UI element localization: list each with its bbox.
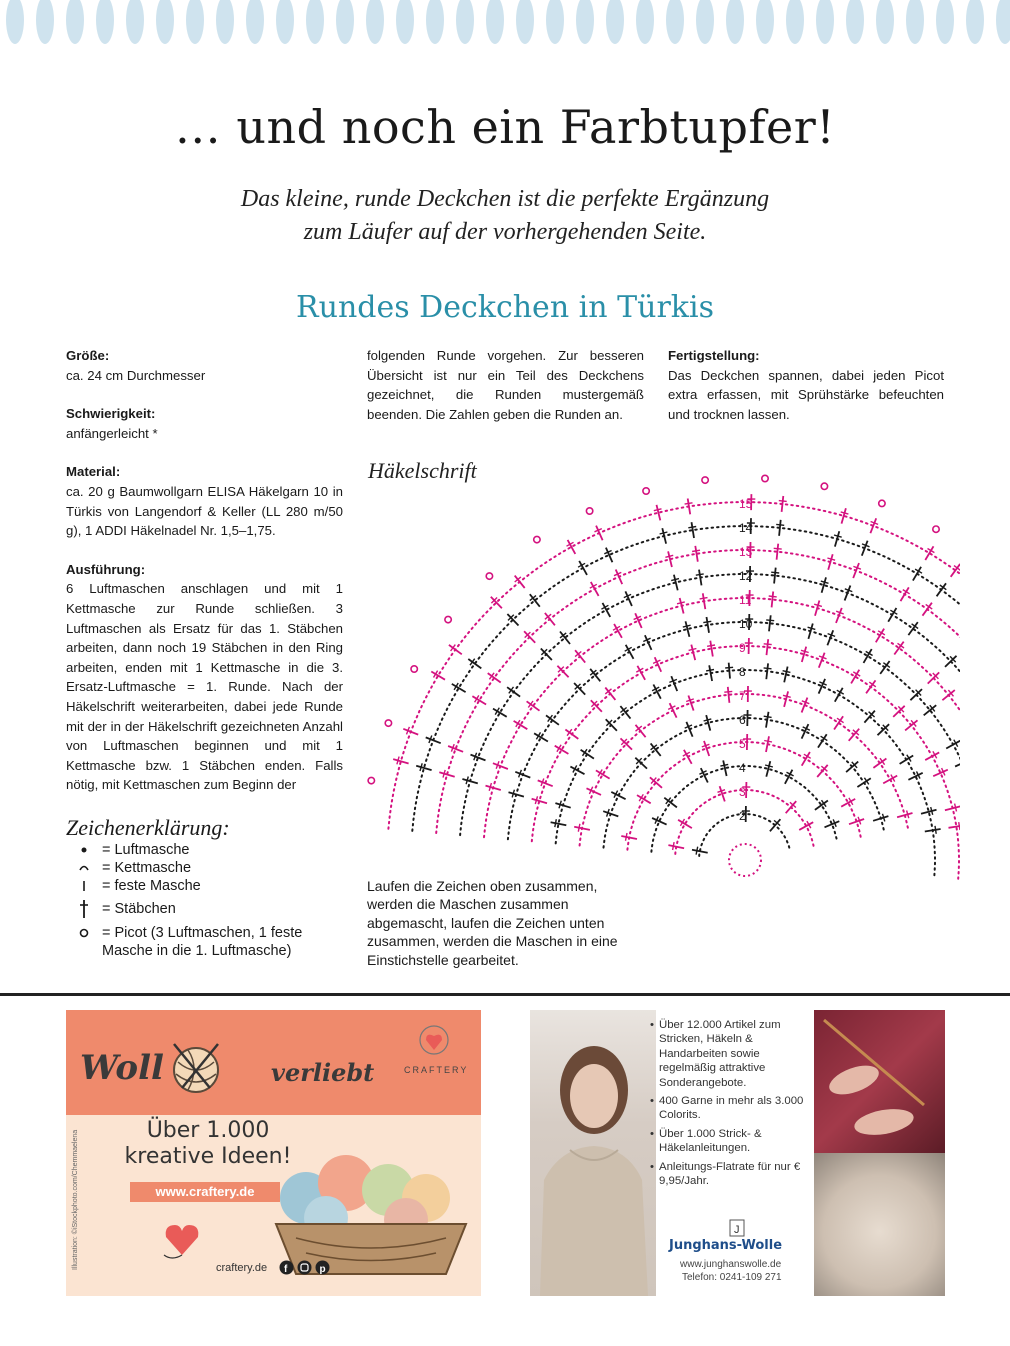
stitch-mark <box>841 798 855 807</box>
legend-text: = Luftmasche <box>102 842 190 858</box>
stitch-mark <box>857 778 870 787</box>
center-ring <box>729 844 761 876</box>
stitch-mark <box>802 698 810 713</box>
stitch-mark <box>652 685 661 699</box>
social-icons <box>279 1260 330 1275</box>
junghans-ad[interactable] <box>530 1010 945 1296</box>
stitch-mark <box>894 642 904 655</box>
decorative-top-border <box>0 0 1010 48</box>
ad-credit: Illustration: ©iStockphoto.com/Chemmaelena <box>72 1129 79 1270</box>
bar-icon <box>79 879 89 893</box>
execution-text: 6 Luftmaschen anschlagen und mit 1 Kettmasche zur Runde schließen. 3 Luftmaschen als Ersatz für das 1. Stäbchen arbeiten, dann noch 19 Stäbchen in den Ring arbeiten, enden mit 1 Kettmasche in die 3. Ersatz-Luftmasche = 1. Runde. Nach der Häkelschrift weiterarbeiten, dabei jede Runde mit der in der Häkelschrift gezeichneten Anzahl von Luftmaschen beginnen und mit 1 Kettmasche bzw. 1 Stäbchen enden. Falls nötig, mit Kettmaschen zum Beginn der <box>66 581 343 793</box>
ad-website[interactable]: www.junghanswolle.de <box>680 1259 782 1270</box>
stitch-mark <box>880 661 890 674</box>
legend <box>66 841 302 960</box>
stitch-mark <box>799 821 813 830</box>
stitch-mark <box>683 750 692 764</box>
stitch-mark <box>493 708 507 717</box>
picot-mark <box>879 500 885 506</box>
stitch-mark <box>866 680 876 693</box>
stitch-mark <box>601 603 610 617</box>
subtitle-line-1: Das kleine, runde Deckchen ist die perfekte Ergänzung <box>240 186 770 212</box>
stitch-mark <box>937 583 947 596</box>
stitch-mark <box>923 603 933 616</box>
stitch-mark <box>448 744 463 752</box>
picot-mark <box>445 616 451 622</box>
round-number: 6 <box>739 713 746 727</box>
ad-headline-line-2: kreative Ideen! <box>124 1144 292 1169</box>
stitch-mark <box>835 688 844 702</box>
list-item: • 400 Garne in mehr als 3.000 Colorits. <box>650 1094 810 1123</box>
stitch-mark <box>625 645 634 659</box>
round-number: 8 <box>739 665 746 679</box>
legend-item-picot <box>66 924 302 960</box>
round-number: 4 <box>739 761 746 775</box>
stitch-mark <box>653 657 661 672</box>
stitch-mark <box>650 777 662 788</box>
stitch-mark <box>611 791 625 800</box>
stitch-mark <box>431 671 445 680</box>
knitting-photo <box>814 1010 945 1153</box>
instructions-column-3 <box>668 346 944 424</box>
stitch-mark <box>590 582 599 596</box>
round-arc <box>484 598 960 883</box>
stitch-mark <box>652 816 667 824</box>
crochet-diagram <box>360 455 960 930</box>
stitch-mark <box>637 794 651 803</box>
legend-text: = Picot (3 Luftmaschen, 1 feste Masche in die 1. Luftmasche) <box>102 924 303 960</box>
stitch-mark <box>578 561 587 575</box>
ad-phone: Telefon: 0241-109 271 <box>682 1272 782 1283</box>
legend-text: = feste Masche <box>102 878 201 895</box>
stitch-mark <box>955 758 960 766</box>
heart-icon <box>160 1217 204 1261</box>
stitch-mark <box>873 814 888 822</box>
stitch-mark <box>574 824 590 832</box>
model-photo <box>530 1010 656 1296</box>
picot-mark <box>385 720 391 726</box>
stitch-mark <box>825 819 840 827</box>
stitch-mark <box>925 751 939 760</box>
section-divider <box>0 993 1010 996</box>
woman-portrait-image <box>530 1010 656 1296</box>
stitch-mark <box>883 775 897 784</box>
stitch-mark <box>546 715 559 725</box>
round-number: 5 <box>739 737 746 751</box>
stitch-mark <box>452 683 466 692</box>
stitch-mark <box>643 635 651 650</box>
page-title: … und noch ein Farbtupfer! <box>174 100 836 154</box>
pinterest-icon[interactable] <box>315 1260 330 1275</box>
round-number: 7 <box>739 689 746 703</box>
stitch-mark <box>815 800 828 810</box>
round-number: 13 <box>739 545 753 559</box>
diagram-caption: Laufen die Zeichen oben zusammen, werden die Maschen zusammen abgemascht, laufen die Zeichen unten zusammen, werden die Maschen in eine Einstichstelle gearbeitet. <box>367 878 618 968</box>
craftery-logo-icon <box>414 1022 454 1060</box>
stitch-mark <box>534 732 548 741</box>
stitch-mark <box>818 734 827 747</box>
legend-text: = Kettmasche <box>102 860 192 877</box>
round-number: 10 <box>739 617 753 631</box>
stitch-mark <box>491 597 502 609</box>
stitch-mark <box>685 499 693 515</box>
stitch-mark <box>605 688 615 700</box>
junghans-logo-icon <box>729 1219 745 1237</box>
material-text: ca. 20 g Baumwollgarn ELISA Häkelgarn 10 in Türkis von Langendorf & Keller (LL 280 m/50 g), 1 ADDI Häkelnadel Nr. 1,5–1,75. <box>66 483 343 539</box>
stitch-mark <box>873 758 886 768</box>
execution-label: Ausführung: <box>66 561 146 577</box>
arc-icon <box>78 862 90 874</box>
legend-text: = Stäbchen <box>102 900 176 917</box>
stitch-mark <box>426 736 441 744</box>
stitch-mark <box>570 765 584 774</box>
stitch-mark <box>575 650 585 662</box>
instagram-icon[interactable] <box>297 1260 312 1275</box>
stitch-mark <box>439 770 454 778</box>
stitch-mark <box>587 787 602 795</box>
stitch-mark <box>814 601 822 616</box>
instructions-column-1 <box>66 346 343 795</box>
picot-mark <box>368 777 374 783</box>
stitch-mark <box>671 575 679 591</box>
picot-mark <box>534 536 540 542</box>
stitch-mark <box>876 629 885 643</box>
stitch-mark <box>514 720 528 729</box>
ad-in-love-word: verliebt <box>271 1058 375 1087</box>
stitch-mark <box>595 526 603 541</box>
ad-wool-word: Woll <box>80 1048 164 1088</box>
stitch-mark <box>945 804 960 812</box>
stitch-mark <box>942 690 954 700</box>
stitch-mark <box>468 659 481 669</box>
stitch-mark <box>785 770 794 784</box>
ring-icon <box>78 927 90 939</box>
svg-text:J: J <box>734 1224 740 1236</box>
stitch-mark <box>900 755 914 764</box>
stitch-mark <box>925 546 934 560</box>
stitch-mark <box>527 701 540 711</box>
stitch-mark <box>703 617 711 633</box>
legend-item-double <box>66 900 302 918</box>
stitch-mark <box>486 783 501 791</box>
stitch-mark <box>515 770 530 778</box>
ad-brand: CRAFTERY <box>404 1065 469 1075</box>
difficulty-text: anfängerleicht * <box>66 425 158 441</box>
stitch-mark <box>905 720 917 730</box>
picot-mark <box>762 475 768 481</box>
stitch-mark <box>555 745 569 754</box>
stitch-mark <box>888 608 897 622</box>
size-text: ca. 24 cm Durchmesser <box>66 367 206 383</box>
stitch-mark <box>819 653 827 668</box>
stitch-mark <box>834 716 844 729</box>
stitch-mark <box>621 738 633 749</box>
picot-mark <box>486 573 492 579</box>
stitch-mark <box>802 752 811 766</box>
stitch-mark <box>908 622 918 635</box>
legend-item-slip <box>66 859 302 877</box>
stitch-mark <box>449 645 462 655</box>
subtitle-line-2: zum Läufer auf der vorhergehenden Seite. <box>303 219 707 245</box>
finishing-text: Das Deckchen spannen, dabei jeden Picot extra erfassen, mit Sprühstärke befeuchten und trocknen lassen. <box>668 367 944 422</box>
round-number: 14 <box>739 521 753 535</box>
list-item: • Anleitungs-Flatrate für nur € 9,95/Jahr. <box>650 1160 810 1189</box>
yarn-skein-photo <box>814 1153 945 1296</box>
stitch-mark <box>624 591 632 606</box>
picot-mark <box>702 477 708 483</box>
stitch-mark <box>590 669 600 682</box>
dagger-icon <box>78 899 90 919</box>
stitch-mark <box>555 801 570 809</box>
stitch-mark <box>567 540 576 554</box>
stitch-mark <box>924 705 937 715</box>
stitch-mark <box>700 593 708 609</box>
stitch-mark <box>664 798 677 808</box>
stitch-mark <box>620 706 630 719</box>
stitch-mark <box>488 673 501 683</box>
picot-mark <box>643 488 649 494</box>
yarn-ball-icon <box>166 1038 226 1098</box>
stitch-mark <box>530 594 540 607</box>
stitch-mark <box>472 695 486 704</box>
ad-footer-link[interactable]: craftery.de <box>216 1262 268 1274</box>
stitch-mark <box>689 645 697 661</box>
picot-mark <box>411 666 417 672</box>
stitch-mark <box>946 740 960 749</box>
round-number: 9 <box>739 641 746 655</box>
legend-item-chain <box>66 841 302 859</box>
diagram-title: Häkelschrift <box>368 458 477 483</box>
stitch-mark <box>925 826 941 834</box>
page-subtitle <box>0 183 1010 249</box>
stitch-mark <box>515 576 525 588</box>
round-number: 15 <box>739 497 753 511</box>
list-item: • Über 1.000 Strick- & Häkelanleitungen. <box>650 1127 810 1156</box>
legend-item-single <box>66 877 302 895</box>
stitch-mark <box>949 822 961 830</box>
stitch-mark <box>933 768 948 776</box>
stitch-mark <box>668 703 676 717</box>
stitch-mark <box>678 819 692 828</box>
diagram-stitch-marks <box>368 475 960 854</box>
stitch-mark <box>692 847 708 855</box>
stitch-mark <box>538 779 553 787</box>
stitch-mark <box>462 777 477 785</box>
ad-headline-line-1: Über 1.000 <box>146 1118 270 1143</box>
stitch-mark <box>901 587 910 601</box>
legend-title: Zeichenerklärung: <box>66 815 230 840</box>
stitch-mark <box>507 687 520 697</box>
stitch-mark <box>651 743 661 756</box>
svg-text:p: p <box>319 1264 326 1275</box>
round-arc <box>436 550 960 887</box>
picot-mark <box>821 483 827 489</box>
ad-logo-text: Junghans-Wolle <box>669 1238 783 1253</box>
dot-icon <box>79 845 89 855</box>
list-item: • Über 12.000 Artikel zum Stricken, Häkeln & Handarbeiten sowie regelmäßig attraktive Sonderangebote. <box>650 1018 810 1090</box>
stitch-mark <box>636 725 646 737</box>
material-label: Material: <box>66 464 121 480</box>
stitch-mark <box>565 729 578 739</box>
finishing-label: Fertigstellung: <box>668 348 760 363</box>
craftery-ad[interactable] <box>66 1010 481 1296</box>
stitch-mark <box>851 670 860 684</box>
stitch-mark <box>764 736 772 752</box>
stitch-mark <box>596 770 610 779</box>
stitch-mark <box>636 666 645 680</box>
difficulty-label: Schwierigkeit: <box>66 406 156 422</box>
ad-benefits-list <box>650 1018 810 1192</box>
stitch-mark <box>560 632 570 645</box>
round-number: 2 <box>739 809 746 823</box>
stitch-mark <box>951 564 960 577</box>
ad-url-button[interactable]: www.craftery.de <box>130 1182 280 1202</box>
instructions-column-2: folgenden Runde vorgehen. Zur besseren Übersicht ist nur ein Teil des Deckchens gezeichnet, die Runden mustergemäß beenden. Die Zahlen geben die Runden an. <box>367 348 644 422</box>
stitch-mark <box>545 613 555 625</box>
stitch-mark <box>864 649 873 663</box>
stitch-mark <box>660 528 668 544</box>
stitch-mark <box>613 624 622 638</box>
round-number: 11 <box>739 593 752 607</box>
round-number: 3 <box>739 785 746 799</box>
stitch-mark <box>913 567 922 581</box>
stitch-mark <box>827 630 835 645</box>
picot-mark <box>933 526 939 532</box>
size-label: Größe: <box>66 348 110 363</box>
stitch-mark <box>581 749 594 758</box>
round-number: 12 <box>739 569 753 583</box>
pattern-heading: Rundes Deckchen in Türkis <box>296 290 714 325</box>
diagram-round-numbers <box>739 497 753 823</box>
stitch-mark <box>836 608 844 623</box>
picot-mark <box>586 508 592 514</box>
facebook-icon[interactable] <box>279 1260 294 1275</box>
svg-text:f: f <box>284 1264 288 1275</box>
stitch-mark <box>834 531 842 546</box>
